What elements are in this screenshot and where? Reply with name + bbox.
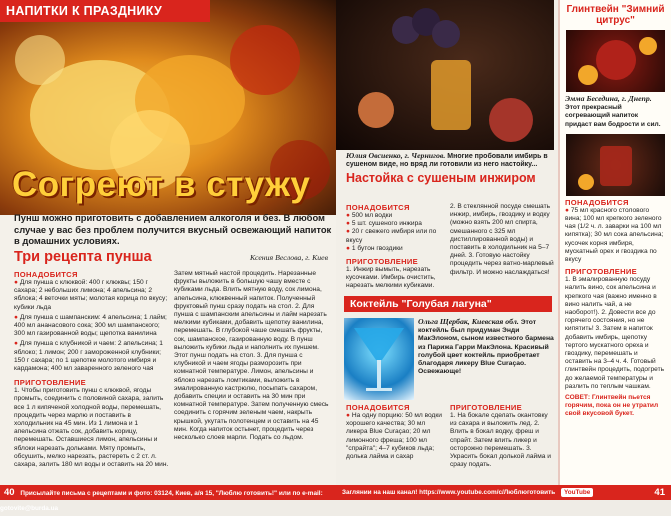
advice-text: СОВЕТ: Глинтвейн пьется горячим, пока он не утратил свой вкусовой букет. bbox=[565, 394, 659, 418]
glass-mug-illustration bbox=[566, 134, 666, 196]
ingredient-item: ● Для пунша с клюквой: 400 г клюквы; 150 г сахара; 2 небольших лимона; 4 апельсина; 2 яблока; 4 веточки мяты; молотая корица по вкусу; кубики льда bbox=[14, 279, 168, 311]
author-name: Юлия Овсиенко, г. Чернигов. bbox=[346, 151, 446, 160]
mulled-wine-illustration bbox=[566, 30, 666, 92]
prep-text: 2. В стеклянной посуде смешать инжир, имбирь, гвоздику и водку (можно взять 200 мл спирта, смешанного с 325 мл дистиллированной воды) и поставить в холодильник на 5–7 дней. 3. Готовую настойку процедить через ватно-марлевый фильтр. И можно наслаждаться! bbox=[450, 203, 554, 276]
left-column-2 bbox=[174, 270, 332, 442]
left-column-1 bbox=[14, 270, 169, 469]
ingredient-text: ● 75 мл красного столового вина; 100 мл крепкого зеленого чая (1/2 ч. л. заварки на 100 мл кипятка); 30 мл сока апельсина; кусочек корня имбиря, мускатный орех и гвоздика по вкусу bbox=[565, 206, 664, 264]
left-page bbox=[0, 0, 336, 512]
mulled-wine-photo bbox=[566, 30, 665, 92]
left-footer bbox=[0, 485, 336, 512]
need-heading: ПОНАДОБИТСЯ bbox=[565, 197, 629, 207]
author-name: Эмма Беседина, г. Днепр. bbox=[565, 94, 652, 103]
need-heading: ПОНАДОБИТСЯ bbox=[346, 203, 410, 212]
section-banner: НАПИТКИ К ПРАЗДНИКУ bbox=[0, 0, 210, 22]
cocktail-title: Коктейль "Голубая лагуна" bbox=[344, 296, 552, 312]
prep-heading: ПРИГОТОВЛЕНИЕ bbox=[14, 378, 87, 388]
prep-text-continued: Затем мятный настой процедить. Нарезанные фрукты выложить в большую чашу вместе с кубиками льда. Влить мятную воду, сок лимона, апельсина, клюквенный напиток. Полученный фруктовый пунш сразу подать на стол. 2. Для пунша с шампанским апельсины и лайм нарезать мелкими кубиками, добавить щепотку ванилина, перемешать. В глубокой чаше смешать фрукты, сок, шампанское, газированную воду. В пунш выложить кубики льда и наполнить их пуншем. Этот пунш подать на стол. 3. Для пунша с клубникой и чаем ягоды разморозить при комнатной температуре. Лимон, апельсины и яблоко нарезать ломтиками, выложить в эмалированную кастрюлю, посыпать сахаром, добавить специи и оставить на 30 мин при комнатной температуре. Затем полученную смесь соединить с горячим зеленым чаем, накрыть крышкой, укутать полотенцем и оставить на 45 мин. Когда напиток остынет, процедить через несколько слоев марли. Подать со льдом. bbox=[174, 270, 329, 442]
prep-text: 1. Чтобы приготовить пунш с клюквой, ягоды промыть, соединить с половиной сахара, залить все 1 л кипяченой холодной воды, перемешать, процедить через марлю и поставить в холодильник на 45 мин. Из 1 лимона и 1 апельсина отжать сок, добавить корицу, перемешать. Оставшиеся лимон, апельсины и яблоки нарезать дольками. Мяту промыть, обсушить, мелко нарезать, растереть с 2 ст. л. сахара, залить 180 мл воды и оставить на 20 мин. bbox=[14, 387, 169, 469]
tincture-illustration bbox=[336, 0, 554, 150]
page-number: 40 bbox=[4, 487, 15, 498]
author-name: Ольга Щербак, Киевская обл. bbox=[418, 317, 519, 326]
tincture-photo bbox=[336, 0, 554, 150]
cocktail-photo bbox=[344, 318, 414, 400]
prep-heading: ПРИГОТОВЛЕНИЕ bbox=[565, 267, 638, 277]
right-footer bbox=[336, 485, 671, 500]
need-heading: ПОНАДОБИТСЯ bbox=[346, 403, 410, 412]
prep-text: 1. На бокале сделать окантовку из сахара и выложить лед. 2. Влить в бокал водку, фреш и спрайт. Затем влить ликер и осторожно перемешать. 3. Украсить бокал долькой лайма и сразу подать. bbox=[450, 412, 551, 469]
tincture-need-column bbox=[346, 203, 446, 291]
punch-photo bbox=[0, 0, 336, 215]
cocktail-glass-illustration bbox=[344, 318, 414, 400]
tincture-intro bbox=[346, 152, 551, 185]
glass-mug-photo bbox=[566, 134, 665, 196]
ingredient-item: ● 5 шт. сушеного инжира bbox=[346, 220, 422, 228]
page-title: Согреют в стужу bbox=[12, 165, 311, 204]
need-heading: ПОНАДОБИТСЯ bbox=[14, 270, 78, 279]
mulled-wine-sidebar bbox=[558, 0, 671, 485]
author-note: Этот прекрасный согревающий напиток придаст вам бодрости и сил. bbox=[565, 104, 661, 128]
ingredient-item: ● 1 бутон гвоздики bbox=[346, 244, 403, 252]
intro-text: Пунш можно приготовить с добавлением алкоголя и без. В любом случае у вас без проблем получится вкусный освежающий напиток в домашних условиях. bbox=[14, 212, 332, 246]
author-name: Ксения Веслова, г. Киев bbox=[249, 253, 328, 262]
right-page bbox=[336, 0, 671, 500]
footer-text: Заглянии на наш канал! https://www.youtube.com/c/Люблюготовить bbox=[342, 489, 556, 496]
section-title: Три рецепта пунша bbox=[14, 249, 152, 265]
prep-text: 1. Инжир вымыть, нарезать кусочками. Имбирь очистить, нарезать мелкими кубиками. bbox=[346, 266, 436, 290]
cocktail-prep-column bbox=[450, 403, 554, 469]
prep-text: 1. В эмалированную посуду налить вино, сок апельсина и крепкого чая (важно именно в вино налить чай, а не наоборот!). 2. Довести все до горячего состояния, но не кипятить! 3. Затем в напиток добавить имбирь, щепотку тертого мускатного ореха и гвоздику, перемешать и оставить на 3–4 ч. 4. Готовый глинтвейн процедить, подогреть до желаемой температуры и разлить по теплым чашкам. bbox=[565, 276, 665, 390]
prep-heading: ПРИГОТОВЛЕНИЕ bbox=[450, 403, 523, 412]
ingredient-item: ● 500 мл водки bbox=[346, 212, 393, 219]
sidebar-title: Глинтвейн "Зимний цитрус" bbox=[566, 4, 665, 26]
ingredient-text: ● На одну порцию: 50 мл водки хорошего качества; 30 мл ликера Blue Curaçao; 20 мл лимонного фреша; 100 мл "спрайта"; 4–7 кубиков льда; долька лайма и сахар bbox=[346, 412, 442, 461]
author-note: Этот коктейль был придуман Энди МакЭлоном, сыном известного бармена из Парижа Гарри МакЭлона. Красивый голубой цвет коктейль приобретает благодаря ликеру Blue Curaçao. Освежающе! bbox=[418, 319, 554, 376]
ingredient-item: ● 20 г свежего имбиря или по вкусу bbox=[346, 228, 437, 244]
author-note: Многие пробовали имбирь в сушеном виде, но вряд ли готовили из него настойку... bbox=[346, 153, 548, 169]
recipe-title: Настойка с сушеным инжиром bbox=[346, 171, 536, 186]
ingredient-item: ● Для пунша с шампанским: 4 апельсина; 1 лайм; 400 мл ананасового сока; 300 мл шампанского; 300 мл газированной воды; щепотка ванилина bbox=[14, 313, 167, 338]
prep-heading: ПРИГОТОВЛЕНИЕ bbox=[346, 257, 419, 267]
ingredient-item: ● Для пунша с клубникой и чаем: 2 апельсина; 1 яблоко; 1 лимон; 200 г замороженной клубники; 150 г сахара; по 1 щепотке молотого имбиря и кардамона; 400 мл заваренного зеленого чая bbox=[14, 340, 163, 373]
page-number: 41 bbox=[654, 487, 665, 498]
footer-text: Присылайте письма с рецептами и фото: 03124, Киев, а/я 15, "Люблю готовить!" или по e-mail: gotovite@burda.ua bbox=[0, 490, 323, 512]
youtube-logo-icon: YouTube bbox=[561, 488, 593, 497]
cocktail-need-column bbox=[346, 403, 446, 461]
tincture-prep-column bbox=[450, 203, 554, 277]
recipe-heading-row bbox=[14, 248, 334, 266]
cocktail-intro bbox=[418, 318, 554, 376]
